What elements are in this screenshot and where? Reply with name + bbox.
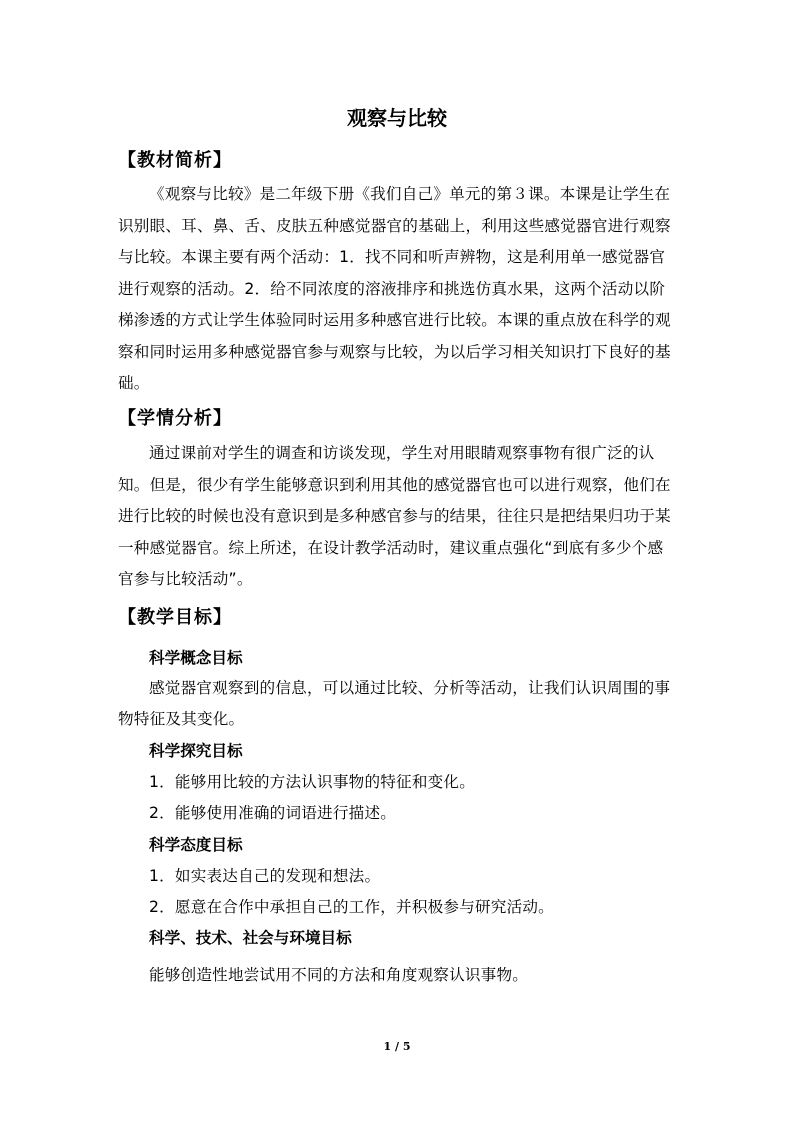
goal-item-inquiry-1: 1．能够用比较的方法认识事物的特征和变化。 [149,773,475,791]
goal-item-attitude-2: 2．愿意在合作中承担自己的工作，并积极参与研究活动。 [149,898,554,916]
goal-item-attitude-1: 1．如实表达自己的发现和想法。 [149,867,381,885]
goal-title-science-concept: 科学概念目标 [149,649,243,667]
goal-title-stse: 科学、技术、社会与环境目标 [149,929,352,947]
goal-paragraph-science-concept: 感觉器官观察到的信息，可以通过比较、分析等活动，让我们认识周围的事物特征及其变化。 [118,679,671,728]
goal-item-inquiry-2: 2．能够使用准确的词语进行描述。 [149,804,397,822]
goal-line-stse: 能够创造性地尝试用不同的方法和角度观察认识事物。 [149,966,529,984]
section-heading-textbook-analysis: 【教材简析】 [118,150,232,171]
student-analysis-paragraph: 通过课前对学生的调查和访谈发现，学生对用眼睛观察事物有很广泛的认知。但是，很少有学生能够意识到利用其他的感觉器官也可以进行观察，他们在进行比较的时候也没有意识到是多种感官参与的结果，往往只是把结果归功于某一种感觉器官。综上所述，在设计教学活动时，建议重点强化“到底有多少个感官参与比较活动”。 [118,444,671,588]
section-heading-student-analysis: 【学情分析】 [118,408,232,429]
textbook-analysis-paragraph: 《观察与比较》是二年级下册《我们自己》单元的第３课。本课是让学生在识别眼、耳、鼻、舌、皮肤五种感觉器官的基础上，利用这些感觉器官进行观察与比较。本课主要有两个活动：1．找不同和听声辨物，这是利用单一感觉器官进行观察的活动。2．给不同浓度的溶液排序和挑选仿真水果，这两个活动以阶梯渗透的方式让学生体验同时运用多种感官进行比较。本课的重点放在科学的观察和同时运用多种感觉器官参与观察与比较，为以后学习相关知识打下良好的基础。 [118,185,671,392]
page-number: 1 / 5 [383,1040,411,1053]
goal-title-science-inquiry: 科学探究目标 [149,742,243,760]
goal-title-science-attitude: 科学态度目标 [149,836,243,854]
section-heading-teaching-goals: 【教学目标】 [118,607,232,628]
document-title: 观察与比较 [347,106,447,130]
